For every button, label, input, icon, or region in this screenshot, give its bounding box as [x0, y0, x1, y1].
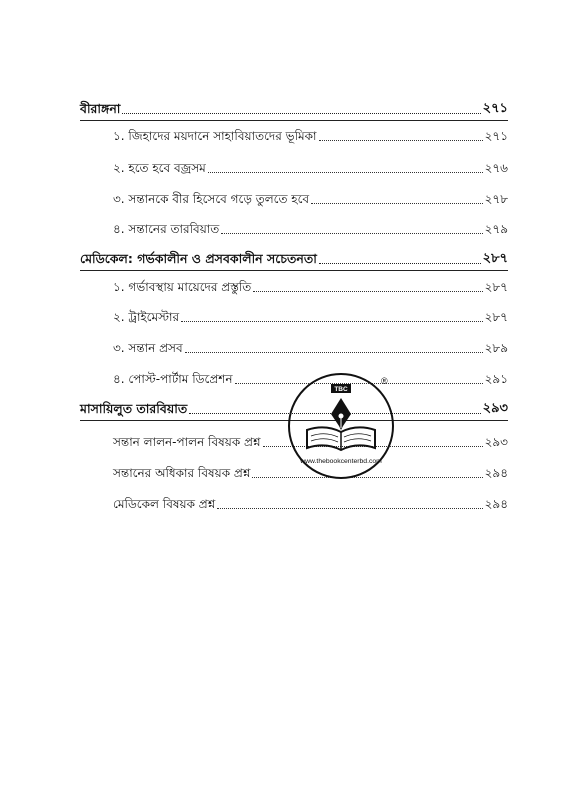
toc-entry[interactable] — [113, 339, 508, 357]
toc-section-heading[interactable] — [80, 250, 508, 268]
dot-leader — [185, 352, 483, 353]
toc-entry[interactable] — [113, 278, 508, 296]
toc-entry-label: ৩. সন্তান প্রসব — [113, 341, 183, 355]
toc-page-number: ২৯৪ — [484, 497, 508, 511]
toc-page-number: ২৯৪ — [484, 466, 508, 480]
dot-leader — [319, 140, 483, 141]
logo-text: TBC — [334, 386, 348, 393]
toc-entry-label: মেডিকেল বিষয়ক প্রশ্ন — [113, 497, 216, 511]
toc-page-number: ২৭৬ — [484, 161, 508, 175]
toc-entry[interactable] — [113, 159, 508, 177]
toc-entry[interactable] — [113, 495, 508, 513]
dot-leader — [122, 113, 480, 114]
toc-entry-label: সন্তানের অধিকার বিষয়ক প্রশ্ন — [113, 466, 251, 480]
toc-page-number: ২৯১ — [484, 372, 508, 386]
dot-leader — [311, 203, 483, 204]
toc-page-number: ২৯৩ — [482, 401, 508, 416]
toc-page-number: ২৯৩ — [484, 435, 508, 449]
toc-entry[interactable] — [113, 127, 508, 145]
dot-leader — [208, 172, 483, 173]
dot-leader — [217, 508, 482, 509]
toc-entry[interactable] — [113, 308, 508, 326]
toc-entry-label: ৪. সন্তানের তারবিয়াত — [113, 222, 220, 236]
toc-section-title: মেডিকেল: গর্ভকালীন ও প্রসবকালীন সচেতনতা — [80, 251, 317, 266]
toc-entry[interactable] — [113, 220, 508, 238]
section-rule — [80, 120, 508, 121]
toc-page-number: ২৭১ — [482, 101, 508, 116]
book-pen-logo-icon — [285, 370, 397, 482]
dot-leader — [221, 233, 482, 234]
toc-section-title: মাসায়িলুত তারবিয়াত — [80, 401, 188, 416]
toc-entry-label: ১. জিহাদের ময়দানে সাহাবিয়াতদের ভূমিকা — [113, 129, 317, 143]
toc-page-number: ২৮৭ — [484, 280, 508, 294]
toc-page-number: ২৭১ — [484, 129, 508, 143]
toc-entry-label: ৩. সন্তানকে বীর হিসেবে গড়ে তুলতে হবে — [113, 192, 310, 206]
toc-page-number: ২৭৮ — [484, 192, 508, 206]
dot-leader — [253, 291, 482, 292]
toc-section-title: বীরাঙ্গনা — [80, 101, 121, 116]
section-rule — [80, 270, 508, 271]
toc-page-number: ২৮৯ — [484, 341, 508, 355]
website-url: www.thebookcenterbd.com — [300, 458, 382, 465]
toc-page-number: ২৭৯ — [484, 222, 508, 236]
toc-entry-label: ১. গর্ভাবস্থায় মায়েদের প্রস্তুতি — [113, 280, 252, 294]
toc-page-number: ২৮৭ — [484, 310, 508, 324]
toc-entry-label: ২. হতে হবে বজ্রসম — [113, 161, 206, 175]
toc-entry-label: সন্তান লালন-পালন বিষয়ক প্রশ্ন — [113, 435, 261, 449]
toc-entry-label: ২. ট্রাইমেস্টার — [113, 310, 180, 324]
dot-leader — [319, 263, 481, 264]
registered-mark: ® — [381, 376, 388, 386]
toc-section-heading[interactable] — [80, 100, 508, 118]
dot-leader — [181, 321, 482, 322]
toc-page-number: ২৮৭ — [482, 251, 508, 266]
toc-entry-label: ৪. পোস্ট-পার্টাম ডিপ্রেশন — [113, 372, 233, 386]
toc-entry[interactable] — [113, 190, 508, 208]
